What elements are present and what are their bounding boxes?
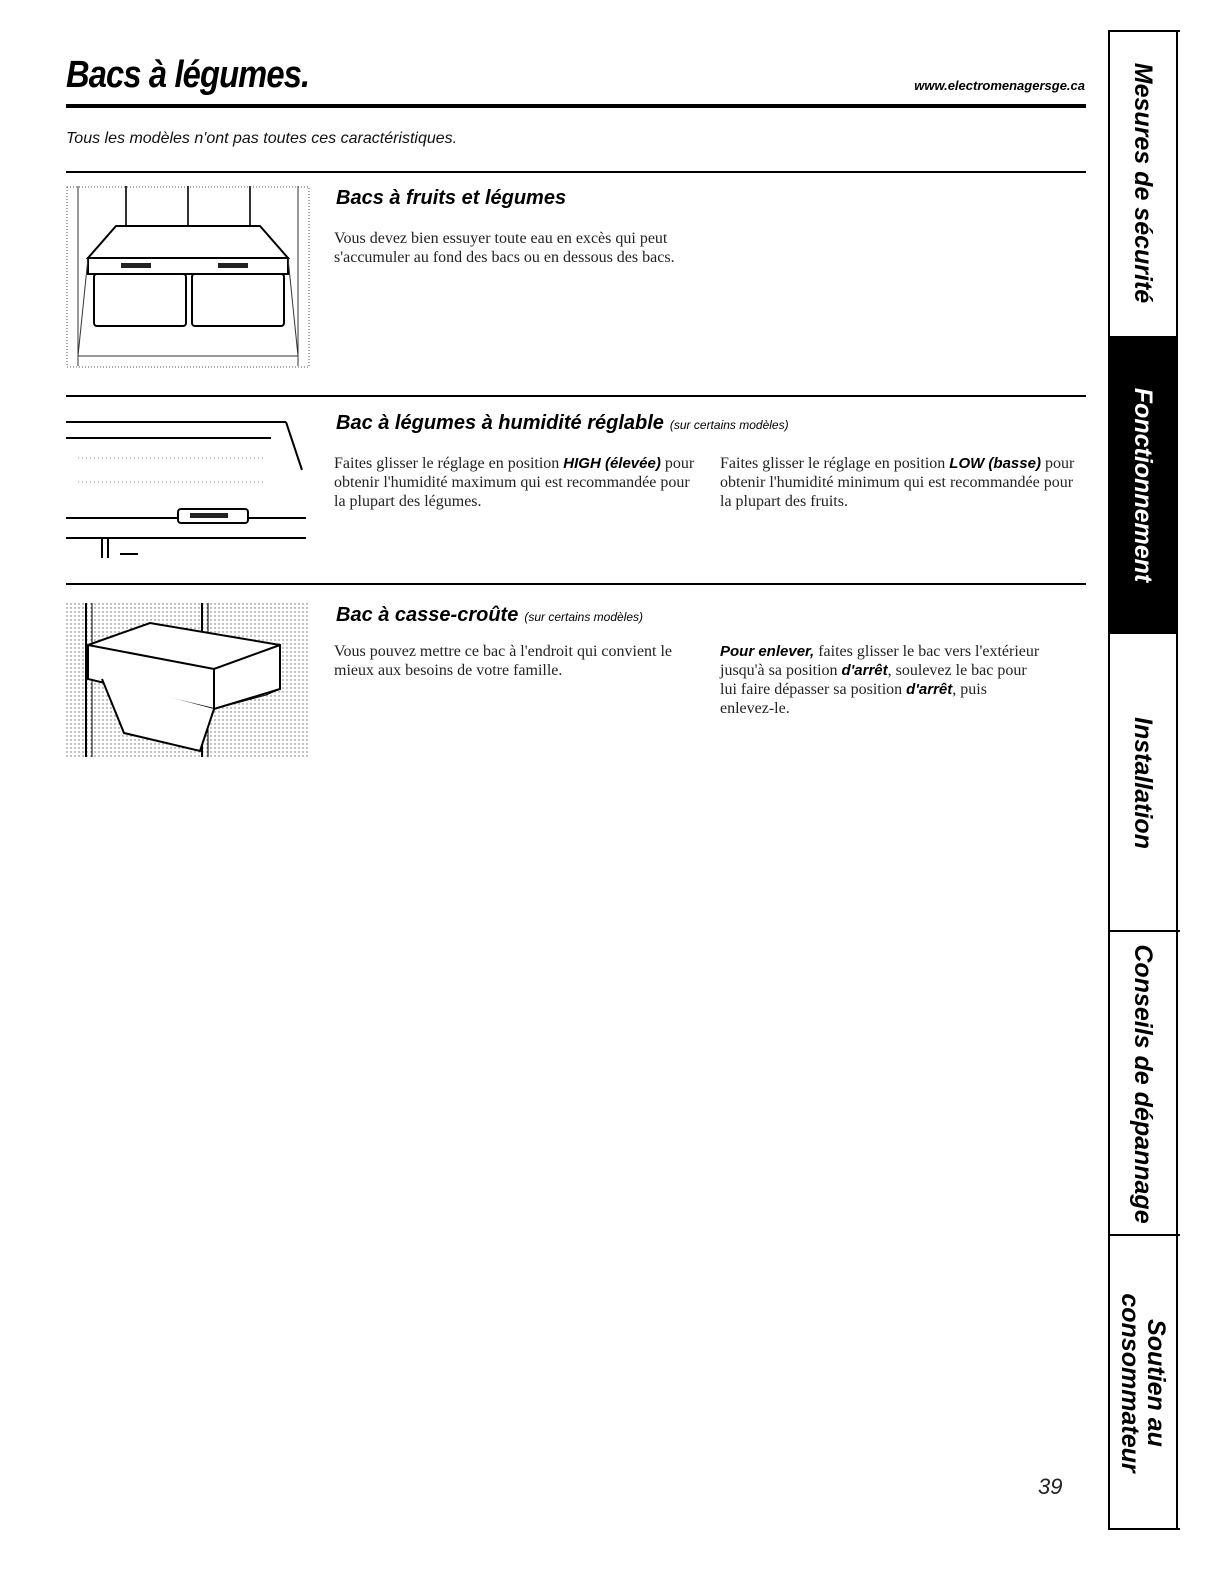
humidity-title: Bac à légumes à humidité réglable — [336, 412, 664, 434]
snack-remove-text: Pour enlever, faites glisser le bac vers l'extérieur jusqu'à sa position d'arrêt, soulevez le bac pour lui faire dépasser sa position d'arrêt, puis enlevez-le. — [720, 643, 1040, 717]
tab-consumer-support-label: Soutien au consommateur — [1116, 1293, 1170, 1473]
high-keyword: HIGH (élevée) — [563, 455, 661, 472]
low-keyword: LOW (basse) — [949, 455, 1041, 472]
tab-troubleshooting[interactable] — [1108, 932, 1178, 1236]
title-rule — [66, 104, 1086, 108]
section-title-humidity — [336, 412, 789, 435]
fruits-body: Vous devez bien essuyer toute eau en excès qui peut s'accumuler au fond des bacs ou en dessous des bacs. — [334, 230, 675, 266]
humidity-note: (sur certains modèles) — [669, 418, 789, 432]
intro-text: Tous les modèles n'ont pas toutes ces caractéristiques. — [66, 130, 458, 147]
tab-troubleshooting-label: Conseils de dépannage — [1129, 944, 1157, 1224]
snack-title: Bac à casse-croûte — [336, 604, 519, 626]
snack-body: Vous pouvez mettre ce bac à l'endroit qui convient le mieux aux besoins de votre famille. — [334, 643, 673, 679]
tab-safety-label: Mesures de sécurité — [1129, 62, 1157, 304]
section-divider — [66, 171, 1086, 173]
tab-installation[interactable] — [1108, 634, 1178, 932]
tab-safety[interactable] — [1108, 30, 1178, 336]
humidity-high-text: Faites glisser le réglage en position HIGH (élevée) pour obtenir l'humidité maximum qui est recommandée pour la plupart des légumes. — [334, 455, 695, 510]
section-title-fruits: Bacs à fruits et légumes — [336, 187, 567, 209]
tab-consumer-support[interactable] — [1108, 1236, 1178, 1530]
humidity-crisper-illustration — [66, 410, 310, 570]
website-url: www.electromenagersge.ca — [914, 78, 1085, 93]
chapter-tabs — [1108, 30, 1182, 1530]
page-number: 39 — [1038, 1474, 1063, 1499]
crisper-drawers-illustration — [66, 186, 310, 368]
tab-installation-label: Installation — [1129, 717, 1157, 849]
tab-operation[interactable] — [1108, 336, 1178, 634]
snack-pan-illustration — [66, 603, 310, 757]
tab-divider — [1108, 1528, 1180, 1530]
section-divider — [66, 395, 1086, 397]
section-divider — [66, 583, 1086, 585]
remove-keyword: Pour enlever, — [720, 643, 815, 660]
tab-operation-label: Fonctionnement — [1129, 387, 1157, 583]
section-title-snack — [336, 604, 643, 627]
snack-note: (sur certains modèles) — [524, 610, 644, 624]
page-title: Bacs à légumes. — [66, 54, 310, 96]
humidity-low-text: Faites glisser le réglage en position LOW (basse) pour obtenir l'humidité minimum qui est recommandée pour la plupart des fruits. — [720, 455, 1075, 510]
